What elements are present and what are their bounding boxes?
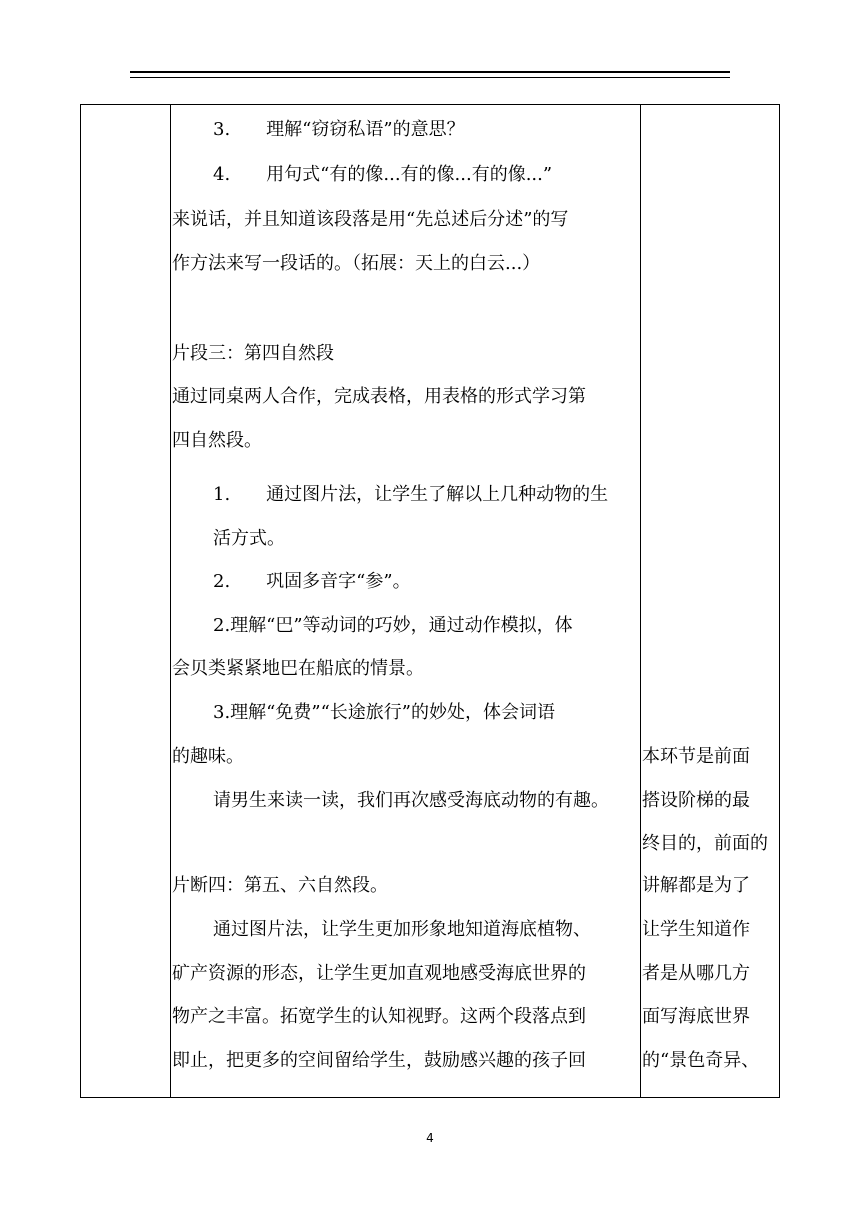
note-line-7: 面写海底世界 <box>642 1006 750 1027</box>
section-heading-3: 片段三：第四自然段 <box>172 343 334 364</box>
content-line-12: 会贝类紧紧地巴在船底的情景。 <box>172 658 424 679</box>
content-line-11: 2.理解“巴”等动词的巧妙，通过动作模拟，体 <box>213 615 573 636</box>
content-line-18: 矿产资源的形态，让学生更加直观地感受海底世界的 <box>172 963 586 984</box>
column-divider-right <box>640 105 641 1097</box>
content-line-10: 2. 巩固多音字“参”。 <box>213 571 411 592</box>
teaching-content-column <box>172 104 639 1098</box>
content-line-19: 物产之丰富。拓宽学生的认知视野。这两个段落点到 <box>172 1006 586 1027</box>
content-line-17: 通过图片法，让学生更加形象地知道海底植物、 <box>213 919 591 940</box>
content-line-15: 请男生来读一读，我们再次感受海底动物的有趣。 <box>213 790 609 811</box>
note-line-8: 的“景色奇异、 <box>642 1050 760 1071</box>
content-line-2: 4. 用句式“有的像...有的像...有的像...” <box>213 164 553 185</box>
content-line-13: 3.理解“免费”“长途旅行”的妙处，体会词语 <box>213 702 555 723</box>
header-rule-top <box>130 71 730 73</box>
note-line-5: 让学生知道作 <box>642 919 750 940</box>
content-line-14: 的趣味。 <box>172 746 244 767</box>
content-line-3: 来说话，并且知道该段落是用“先总述后分述”的写 <box>172 209 569 230</box>
page-number: 4 <box>426 1131 434 1145</box>
note-line-3: 终目的，前面的 <box>642 833 768 854</box>
content-line-7: 四自然段。 <box>172 430 262 451</box>
note-line-2: 搭设阶梯的最 <box>642 790 750 811</box>
note-line-1: 本环节是前面 <box>642 746 750 767</box>
content-line-8: 1. 通过图片法，让学生了解以上几种动物的生 <box>213 484 609 505</box>
note-line-6: 者是从哪几方 <box>642 963 750 984</box>
note-line-4: 讲解都是为了 <box>642 875 750 896</box>
column-divider-left <box>170 105 171 1097</box>
content-line-9: 活方式。 <box>213 528 285 549</box>
content-line-6: 通过同桌两人合作，完成表格，用表格的形式学习第 <box>172 386 586 407</box>
content-line-4: 作方法来写一段话的。（拓展：天上的白云...） <box>172 253 541 274</box>
content-line-1: 3. 理解“窃窃私语”的意思？ <box>213 119 465 140</box>
header-rule-bottom <box>130 77 730 78</box>
design-intent-column <box>642 104 780 1098</box>
section-heading-4: 片断四：第五、六自然段。 <box>172 875 388 896</box>
content-line-20: 即止，把更多的空间留给学生，鼓励感兴趣的孩子回 <box>172 1050 586 1071</box>
